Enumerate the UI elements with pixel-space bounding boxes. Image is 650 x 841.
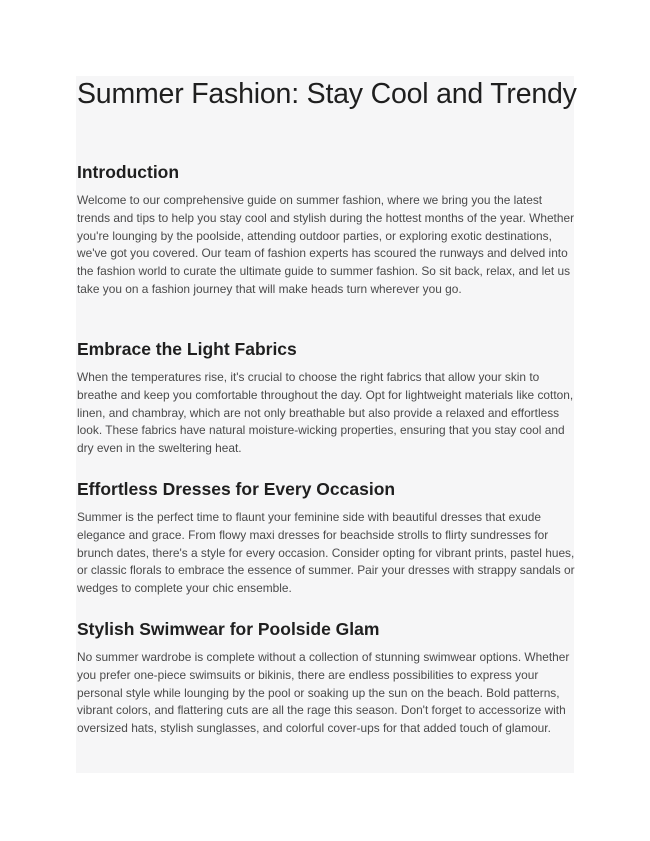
section-paragraph: Welcome to our comprehensive guide on summer fashion, where we bring you the latest trends and tips to help you stay cool and stylish during the hottest months of the year. Whether you're lounging by the poolside, attending outdoor parties, or exploring exotic destinations, we've got you covered. Our team of fashion experts has scoured the runways and delved into the fashion world to curate the ultimate guide to summer fashion. So sit back, relax, and let us take you on a fashion journey that will make heads turn wherever you go.: [77, 193, 575, 296]
document-title: Summer Fashion: Stay Cool and Trendy: [77, 78, 577, 110]
section-paragraph: When the temperatures rise, it's crucial to choose the right fabrics that allow your skin to breathe and keep you comfortable throughout the day. Opt for lightweight materials like cotton, linen, and chambray, which are not only breathable but also provide a relaxed and effortless look. These fabrics have natural moisture-wicking properties, ensuring that you stay cool and dry even in the sweltering heat.: [77, 370, 574, 456]
section-swimwear: [77, 618, 577, 738]
section-heading: Introduction: [77, 162, 180, 182]
section-paragraph: No summer wardrobe is complete without a collection of stunning swimwear options. Whether you prefer one-piece swimsuits or bikinis, there are endless possibilities to express your personal style while lounging by the pool or soaking up the sun on the beach. Bold patterns, vibrant colors, and flattering cuts are all the rage this season. Don't forget to accessorize with oversized hats, stylish sunglasses, and colorful cover-ups for that added touch of glamour.: [77, 650, 570, 736]
section-heading: Embrace the Light Fabrics: [77, 339, 297, 359]
section-light-fabrics: [77, 338, 577, 458]
section-heading: Effortless Dresses for Every Occasion: [77, 479, 396, 499]
section-introduction: [77, 161, 577, 299]
section-paragraph: Summer is the perfect time to flaunt your feminine side with beautiful dresses that exude elegance and grace. From flowy maxi dresses for beachside strolls to flirty sundresses for brunch dates, there's a style for every occasion. Consider opting for vibrant prints, pastel hues, or classic florals to embrace the essence of summer. Pair your dresses with strappy sandals or wedges to complete your chic ensemble.: [77, 510, 575, 596]
section-dresses: [77, 478, 577, 598]
section-heading: Stylish Swimwear for Poolside Glam: [77, 619, 380, 639]
